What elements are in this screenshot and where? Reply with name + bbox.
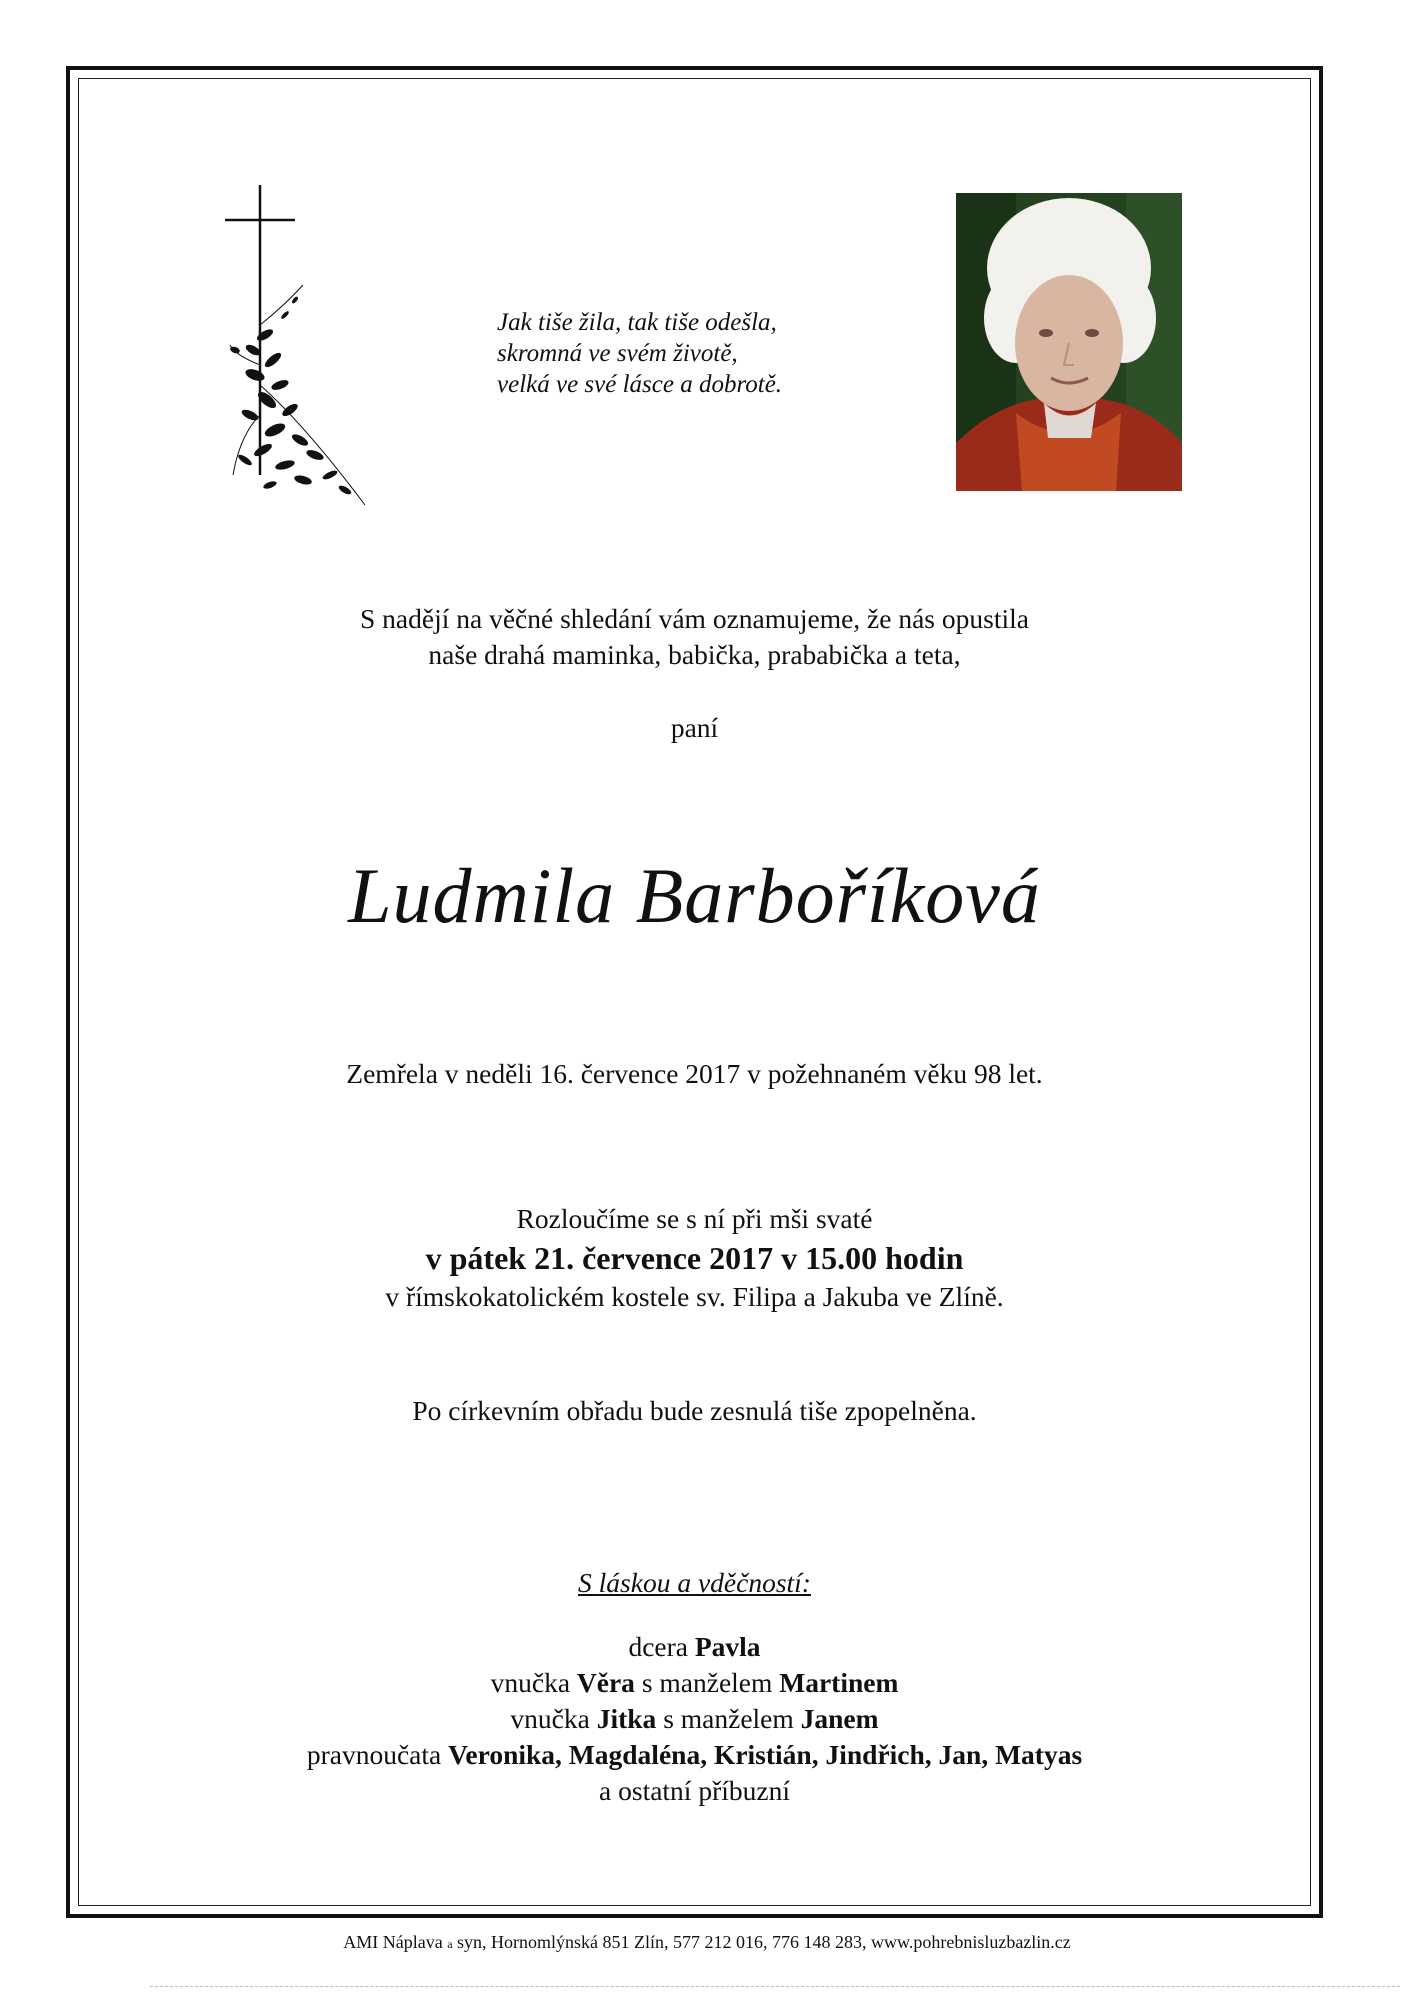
ceremony-location: v římskokatolickém kostele sv. Filipa a Jakuba ve Zlíně. xyxy=(385,1281,1004,1312)
honorific-text: paní xyxy=(670,712,719,743)
cross-with-foliage-icon xyxy=(225,185,415,530)
announcement-line-2: naše drahá maminka, babička, prababička a teta, xyxy=(428,639,961,670)
mourners-heading xyxy=(78,1565,1311,1601)
cremation-note-text: Po církevním obřadu bude zesnulá tiše zpopelněna. xyxy=(412,1395,977,1426)
ceremony-line-1: Rozloučíme se s ní při mši svaté xyxy=(516,1203,873,1234)
footer-details: syn, Hornomlýnská 851 Zlín, 577 212 016, 776 148 283, www.pohrebnisluzbazlin.cz xyxy=(457,1932,1071,1952)
cremation-note xyxy=(78,1393,1311,1429)
memorial-verse xyxy=(497,307,897,400)
mourners-heading-text: S láskou a vděčností: xyxy=(578,1567,811,1598)
death-info-text: Zemřela v neděli 16. července 2017 v požehnaném věku 98 let. xyxy=(346,1058,1043,1089)
mourners-list xyxy=(78,1629,1311,1809)
verse-line-1: Jak tiše žila, tak tiše odešla, xyxy=(497,309,777,336)
mourner-daughter: dcera Pavla xyxy=(628,1631,761,1662)
footer-ampersand: a xyxy=(447,1937,453,1951)
verse-line-2: skromná ve svém životě, xyxy=(497,340,738,367)
announcement xyxy=(78,601,1311,673)
portrait-photo xyxy=(956,193,1182,491)
funeral-home-footer xyxy=(0,1930,1414,1956)
scan-artifact-line xyxy=(150,1986,1400,1987)
footer-company: AMI Náplava xyxy=(343,1932,443,1952)
ceremony-info xyxy=(78,1201,1311,1315)
verse-line-3: velká ve své lásce a dobrotě. xyxy=(497,371,783,398)
mourner-others: a ostatní příbuzní xyxy=(599,1775,790,1806)
mourner-great-grandchildren: pravnoučata Veronika, Magdaléna, Kristián, Jindřich, Jan, Matyas xyxy=(306,1739,1083,1770)
portrait-image xyxy=(956,193,1182,491)
mourner-grandchild-2: vnučka Jitka s manželem Janem xyxy=(510,1703,879,1734)
announcement-line-1: S nadějí na věčné shledání vám oznamujeme, že nás opustila xyxy=(360,603,1029,634)
ceremony-datetime: v pátek 21. července 2017 v 15.00 hodin xyxy=(425,1240,964,1276)
death-info xyxy=(78,1056,1311,1092)
honorific xyxy=(78,710,1311,746)
mourner-grandchild-1: vnučka Věra s manželem Martinem xyxy=(490,1667,899,1698)
deceased-name: Ludmila Barboříková xyxy=(348,852,1041,939)
